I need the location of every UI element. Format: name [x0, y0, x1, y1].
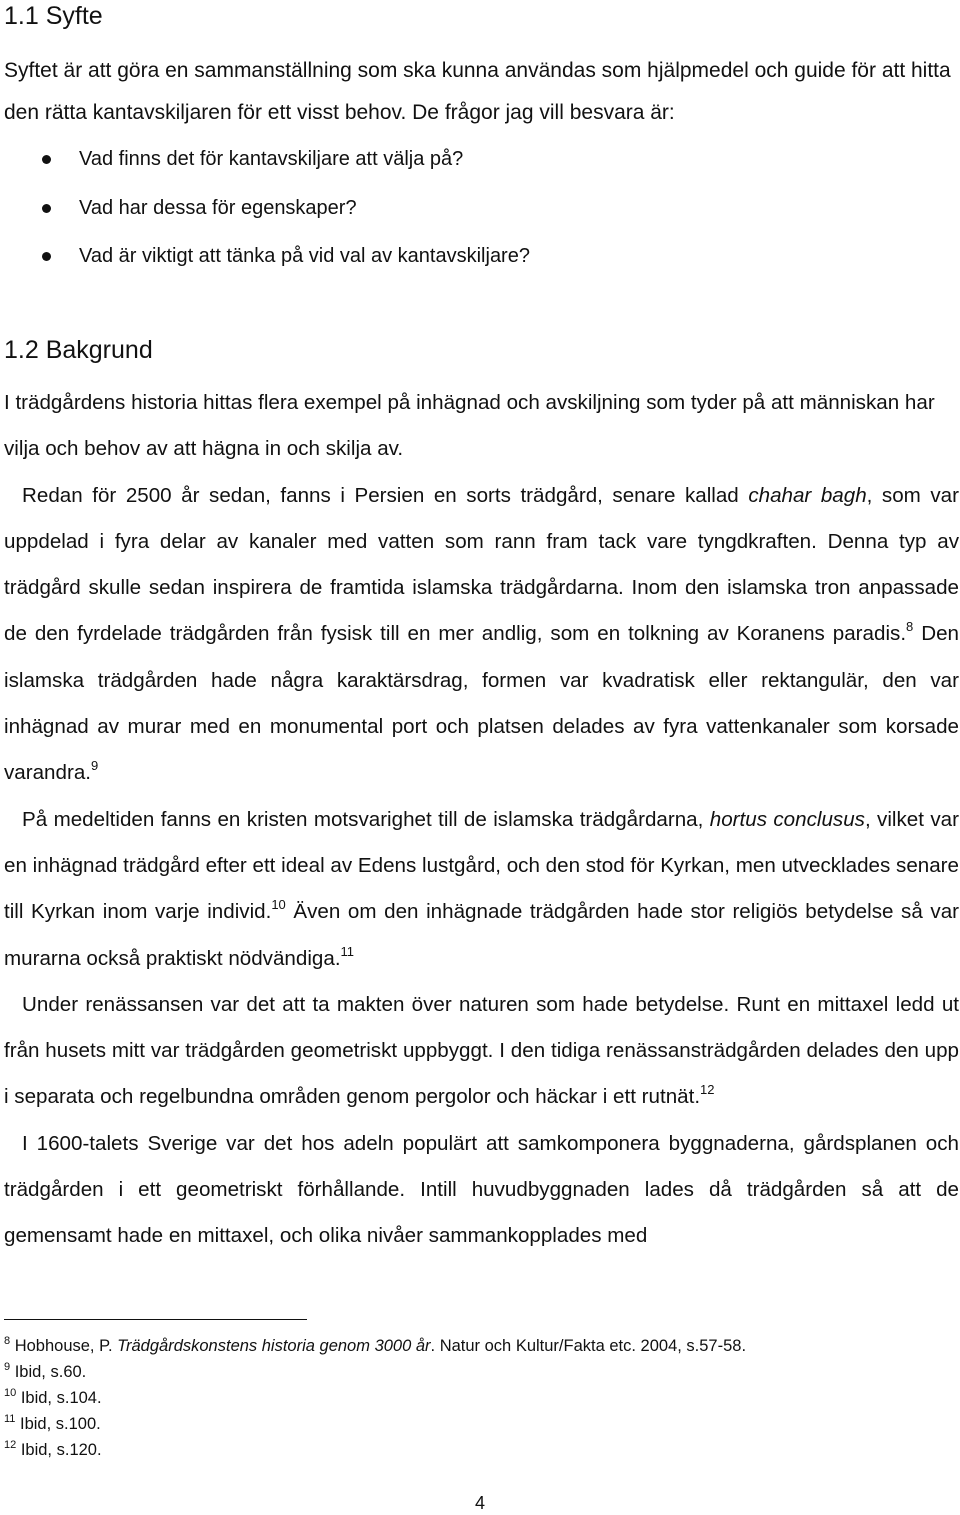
- paragraph-1: I trädgårdens historia hittas flera exempel på inhägnad och avskiljning som tyder på att människan har vilja och behov av att hägna in och skilja av.: [4, 391, 935, 461]
- footnote: $^{12}$ Ibid, s.120.: [4, 1439, 102, 1459]
- list-item: [0, 186, 530, 235]
- section-heading-syfte: 1.1 Syfte: [4, 2, 103, 30]
- footnote: $^8$ Hobhouse, P. Trädgårdskonstens historia genom 3000 år. Natur och Kultur/Fakta etc. 2004, s.57-58.: [4, 1335, 747, 1355]
- footnote: $^9$ Ibid, s.60.: [4, 1361, 87, 1381]
- paragraph-5: I 1600-talets Sverige var det hos adeln populärt att samkomponera byggnaderna, gårdsplanen och trädgården i ett geometriskt förhållande. Intill huvudbyggnaden lades då trädgården så att de gemensamt hade en mittaxel, och olika nivåer sammankopplades med: [4, 1131, 959, 1248]
- footnote-ref: 10: [271, 897, 286, 913]
- intro-paragraph: Syftet är att göra en sammanställning som ska kunna användas som hjälpmedel och guide för att hitta den rätta kantavskiljaren för ett visst behov. De frågor jag vill besvara är:: [4, 59, 951, 124]
- list-item-text: Vad är viktigt att tänka på vid val av kantavskiljare?: [79, 245, 530, 267]
- footnote: $^{10}$ Ibid, s.104.: [4, 1387, 102, 1407]
- footnote-ref: 9: [91, 758, 99, 774]
- italic-term: chahar bagh: [748, 483, 867, 507]
- bullet-icon: [42, 252, 51, 261]
- footnote-ref: 12: [700, 1082, 715, 1098]
- footnote: $^{11}$ Ibid, s.100.: [4, 1413, 101, 1433]
- footnote-divider: [4, 1319, 307, 1320]
- paragraph-2: Redan för 2500 år sedan, fanns i Persien en sorts trädgård, senare kallad chahar bagh, som var uppdelad i fyra delar av kanaler med vatten som rann fram tack vare tyngdkraften. Denna typ av trädgård skulle sedan inspirera de framtida islamska trädgårdarna. Inom den islamska tron anpassade de den fyrdelade trädgården från fysisk till en mer andlig, som en tolkning av Koranens paradis.$^8$ Den islamska trädgården hade några karaktärsdrag, formen var kvadratisk eller rektangulär, den var inhägnad av murar med en monumental port och platsen delades av fyra vattenkanaler som korsade varandra.$^9$: [4, 483, 959, 785]
- list-item: [0, 234, 530, 283]
- bullet-icon: [42, 155, 51, 164]
- footnote-ref: 8: [906, 619, 914, 635]
- bullet-icon: [42, 204, 51, 213]
- bakgrund-body: [4, 380, 959, 1260]
- footnotes: [4, 1333, 746, 1463]
- italic-term: hortus conclusus: [709, 807, 865, 831]
- list-item-text: Vad har dessa för egenskaper?: [79, 196, 357, 219]
- list-item-text: Vad finns det för kantavskiljare att välja på?: [79, 148, 464, 170]
- paragraph-3: På medeltiden fanns en kristen motsvarighet till de islamska trädgårdarna, hortus conclusus, vilket var en inhägnad trädgård efter ett ideal av Edens lustgård, och den stod för Kyrkan, men utvecklades senare till Kyrkan inom varje individ.$^{10}$ Även om den inhägnade trädgården hade stor religiös betydelse så var murarna också praktiskt nödvändiga.$^{11}$: [4, 807, 959, 970]
- question-list: [0, 137, 530, 283]
- footnote-ref: 11: [340, 943, 355, 959]
- paragraph-4: Under renässansen var det att ta makten över naturen som hade betydelse. Runt en mittaxel ledd ut från husets mitt var trädgården geometriskt uppbyggt. I den tidiga renässansträdgården delades den upp i separata och regelbundna områden genom pergolor och häckar i ett rutnät.$^{12}$: [4, 992, 959, 1109]
- section-heading-bakgrund: 1.2 Bakgrund: [4, 336, 153, 364]
- list-item: [0, 137, 530, 186]
- page-number: 4: [474, 1493, 485, 1513]
